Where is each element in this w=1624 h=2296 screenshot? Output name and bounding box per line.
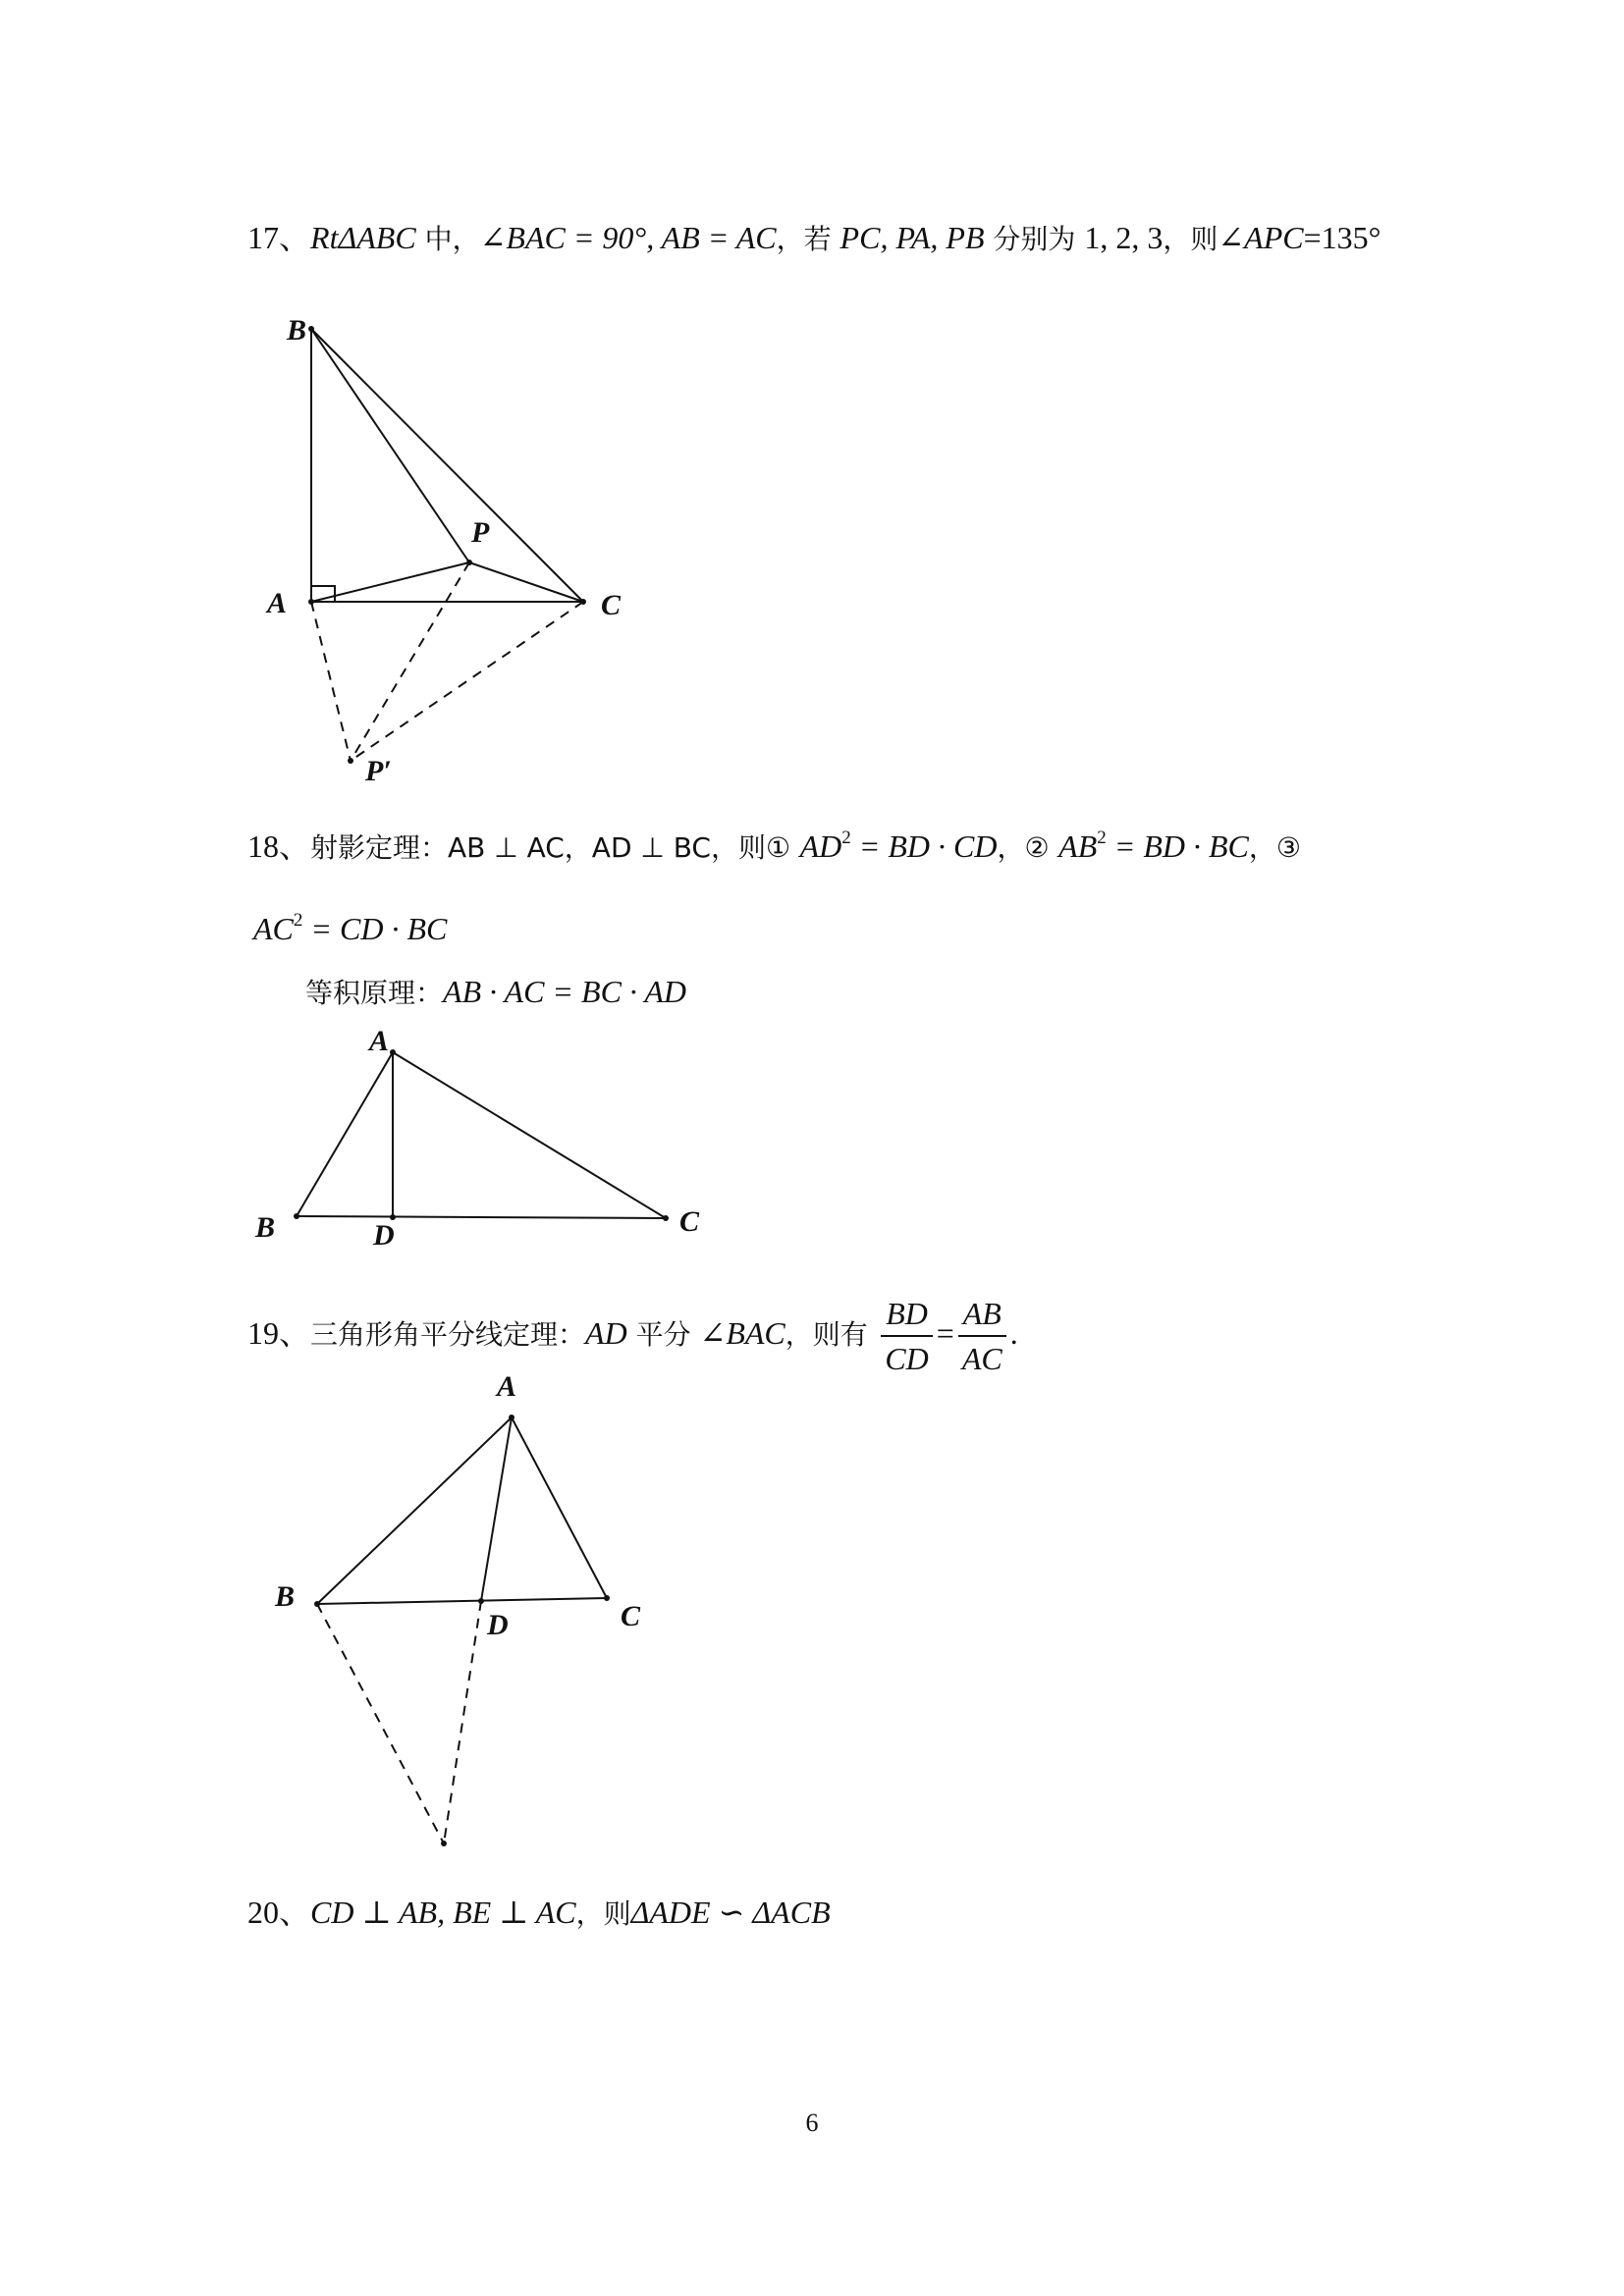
segment-ab bbox=[317, 1417, 512, 1604]
item-19-text: 19、三角形角平分线定理：AD 平分 ∠BAC，则有 $\frac{BD}{CD}$ = $\frac{AB}{AC}$ . bbox=[247, 1286, 1018, 1382]
label-c: C bbox=[621, 1600, 641, 1632]
math-values: 1, 2, 3 bbox=[1084, 220, 1164, 255]
math-segments: PC, PA, PB bbox=[839, 220, 985, 255]
math-condition: CD ⊥ AB, BE ⊥ AC bbox=[310, 1895, 576, 1930]
formula-1: $AD^2$ = BD · CD bbox=[799, 828, 998, 864]
fraction-ab-ac: $\frac{AB}{AC}$ bbox=[958, 1292, 1006, 1380]
segment-bc bbox=[317, 1598, 607, 1604]
label-a: A bbox=[497, 1370, 517, 1403]
label-p-prime: P′ bbox=[365, 755, 392, 787]
theorem-name: 三角形角平分线定理： bbox=[310, 1318, 586, 1351]
math-similarity: ΔADE ∽ ΔACB bbox=[630, 1895, 831, 1930]
label-d: D bbox=[487, 1609, 509, 1641]
segment-ac bbox=[512, 1417, 607, 1598]
label-a: A bbox=[267, 587, 288, 619]
fraction-bd-cd: $\frac{BD}{CD}$ bbox=[881, 1292, 932, 1380]
formula-4: AB · AC = BC · AD bbox=[443, 974, 686, 1009]
label-p: P bbox=[471, 516, 490, 549]
formula-2: $AB^2$ = BD · BC bbox=[1058, 828, 1249, 864]
principle-name: 等积原理： bbox=[305, 977, 444, 1009]
label-d: D bbox=[373, 1219, 395, 1252]
label-b: B bbox=[287, 314, 307, 347]
label-b: B bbox=[255, 1211, 276, 1244]
dashed-extension-b bbox=[317, 1604, 444, 1843]
item-18-text: 18、射影定理：AB ⊥ AC，AD ⊥ BC，则① $AD^2$ = BD · CD，② $AB^2$ = BD · BC，③ bbox=[247, 828, 1301, 864]
math-result: =135° bbox=[1303, 220, 1381, 255]
formula-3: $AC^2$ = CD · BC bbox=[253, 910, 448, 946]
dashed-extension-d bbox=[444, 1601, 481, 1843]
page-number: 6 bbox=[805, 2109, 819, 2137]
math-condition: ∠BAC = 90°, AB = AC bbox=[479, 220, 777, 255]
label-c: C bbox=[679, 1205, 700, 1238]
item-17-text: 17、RtΔABC 中，∠BAC = 90°, AB = AC，若 PC, PA, PB 分别为 1, 2, 3，则∠APC=135° bbox=[247, 220, 1381, 255]
item-number: 19、 bbox=[247, 1315, 311, 1351]
label-c: C bbox=[601, 589, 622, 621]
item-20-text: 20、CD ⊥ AB, BE ⊥ AC，则ΔADE ∽ ΔACB bbox=[247, 1895, 831, 1930]
label-a: A bbox=[369, 1025, 390, 1057]
item-number: 20、 bbox=[247, 1895, 311, 1930]
item-number: 18、 bbox=[247, 828, 311, 864]
item-number: 17、 bbox=[247, 220, 311, 255]
segment-ad bbox=[481, 1417, 512, 1601]
math-triangle: RtΔABC bbox=[310, 220, 416, 255]
math-angle: ∠APC bbox=[1218, 220, 1304, 255]
theorem-name: 射影定理： bbox=[310, 831, 449, 864]
label-b: B bbox=[275, 1580, 296, 1613]
